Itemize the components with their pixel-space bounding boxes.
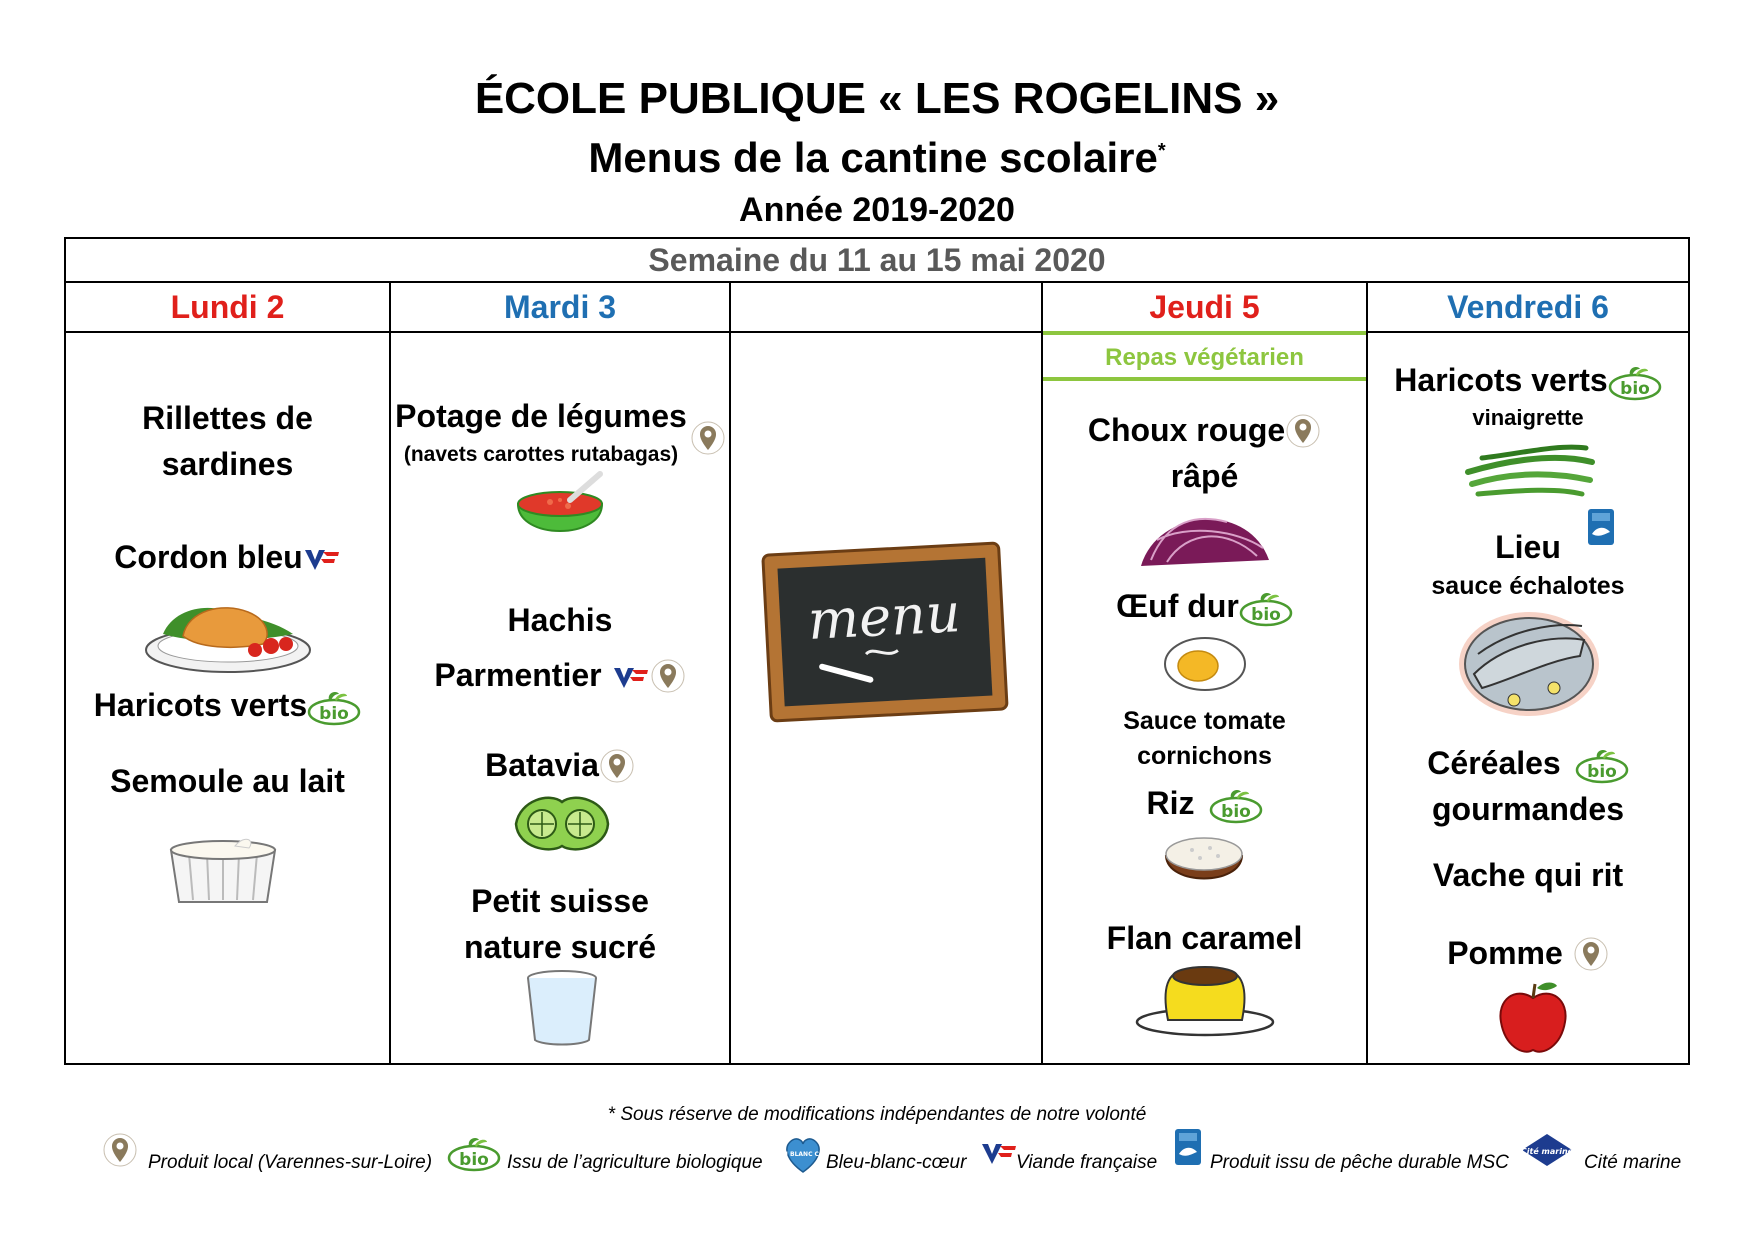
mardi-starter-detail: (navets carottes rutabagas) — [403, 443, 679, 466]
semoule-image — [165, 830, 281, 908]
menu-title: Menus de la cantine scolaire* — [588, 134, 1166, 181]
lundi-starter: Rillettes de sardines — [142, 400, 313, 482]
legend-msc-icon — [1174, 1128, 1202, 1166]
poisson-image — [1454, 604, 1604, 724]
batavia-image — [510, 790, 614, 856]
year-title: Année 2019-2020 — [739, 191, 1015, 229]
mardi-main-a: Hachis — [507, 602, 613, 638]
menu-chalkboard-image — [757, 535, 1015, 731]
oeuf-image — [1162, 634, 1248, 694]
day-lundi: Lundi 2 — [170, 289, 285, 325]
vegetarian-bar-bottom — [1043, 377, 1366, 381]
legend-bio-icon — [447, 1136, 501, 1172]
lundi-main: Cordon bleu — [66, 534, 389, 580]
vendredi-cereal: Céréales gourmandes — [1368, 740, 1688, 832]
vendredi-starter: Haricots verts — [1368, 357, 1688, 403]
cite-marine-logo-text: Cité marine — [1520, 1147, 1574, 1156]
legend-vf-label: Viande française — [1016, 1152, 1158, 1173]
legend-cite-marine-icon — [1520, 1132, 1574, 1168]
school-title: ÉCOLE PUBLIQUE « LES ROGELINS » — [474, 74, 1280, 123]
lundi-side: Haricots verts — [66, 682, 389, 728]
mardi-main-b: Parmentier — [391, 652, 729, 698]
chalkboard-text: menu — [806, 581, 963, 653]
viande-francaise-icon — [612, 664, 650, 692]
produit-local-icon — [650, 658, 686, 698]
vendredi-cheese: Vache qui rit — [1432, 857, 1624, 893]
mardi-starter: Potage de légumes — [395, 398, 687, 434]
jeudi-rice: Riz — [1043, 780, 1366, 826]
potage-image — [510, 470, 610, 556]
produit-local-icon — [1285, 413, 1321, 453]
vegetarian-label: Repas végétarien — [1105, 344, 1304, 371]
bio-icon — [1608, 365, 1662, 401]
jeudi-starter-a: Choux rouge — [1043, 407, 1366, 453]
produit-local-icon — [599, 748, 635, 788]
produit-local-icon — [1573, 936, 1609, 976]
jeudi-egg: Œuf dur — [1043, 583, 1366, 629]
msc-icon — [1587, 508, 1615, 546]
vendredi-fruit: Pomme — [1368, 930, 1688, 976]
bbc-logo-text: BLEU BLANC CŒUR — [770, 1151, 836, 1158]
bio-icon — [307, 690, 361, 726]
disclaimer: * Sous réserve de modifications indépendantes de notre volonté — [607, 1104, 1147, 1125]
legend-msc-label: Produit issu de pêche durable MSC — [1210, 1152, 1509, 1173]
jeudi-sauce: Sauce tomate cornichons — [1123, 707, 1286, 770]
column-divider — [729, 283, 731, 1065]
week-header: Semaine du 11 au 15 mai 2020 — [64, 237, 1690, 283]
legend-cite-label: Cité marine — [1584, 1152, 1682, 1173]
day-vendredi: Vendredi 6 — [1447, 289, 1609, 325]
mardi-dessert: Petit suisse nature sucré — [463, 883, 657, 965]
day-header-divider — [64, 331, 1690, 333]
cordon-bleu-image — [143, 590, 313, 674]
pomme-image — [1495, 978, 1571, 1058]
bio-icon — [1575, 748, 1629, 784]
legend-bleu-blanc-coeur-icon — [770, 1134, 836, 1174]
day-mardi: Mardi 3 — [503, 289, 617, 325]
flan-image — [1134, 960, 1276, 1038]
produit-local-icon — [690, 420, 726, 460]
vendredi-fish: Lieu — [1495, 529, 1561, 565]
mardi-salad: Batavia — [391, 742, 729, 788]
bio-icon — [1239, 591, 1293, 627]
vegetarian-bar-top — [1043, 331, 1366, 335]
petit-suisse-image — [523, 968, 601, 1048]
lundi-dessert: Semoule au lait — [110, 763, 345, 799]
vendredi-starter-detail: vinaigrette — [1472, 405, 1584, 430]
legend-bbc-label: Bleu-blanc-cœur — [826, 1152, 967, 1173]
jeudi-starter-b: râpé — [1170, 458, 1239, 494]
day-jeudi: Jeudi 5 — [1149, 289, 1260, 325]
bio-icon — [1209, 788, 1263, 824]
legend-local-label: Produit local (Varennes-sur-Loire) — [148, 1152, 433, 1173]
vendredi-fish-detail: sauce échalotes — [1431, 572, 1625, 600]
legend-bio-label: Issu de l’agriculture biologique — [507, 1152, 763, 1173]
legend-vf-icon — [980, 1140, 1018, 1168]
choux-rouge-image — [1137, 500, 1273, 572]
haricots-image — [1462, 432, 1598, 504]
jeudi-dessert: Flan caramel — [1106, 920, 1303, 956]
viande-francaise-icon — [303, 546, 341, 574]
legend-local-icon — [102, 1132, 138, 1172]
riz-image — [1162, 828, 1246, 892]
